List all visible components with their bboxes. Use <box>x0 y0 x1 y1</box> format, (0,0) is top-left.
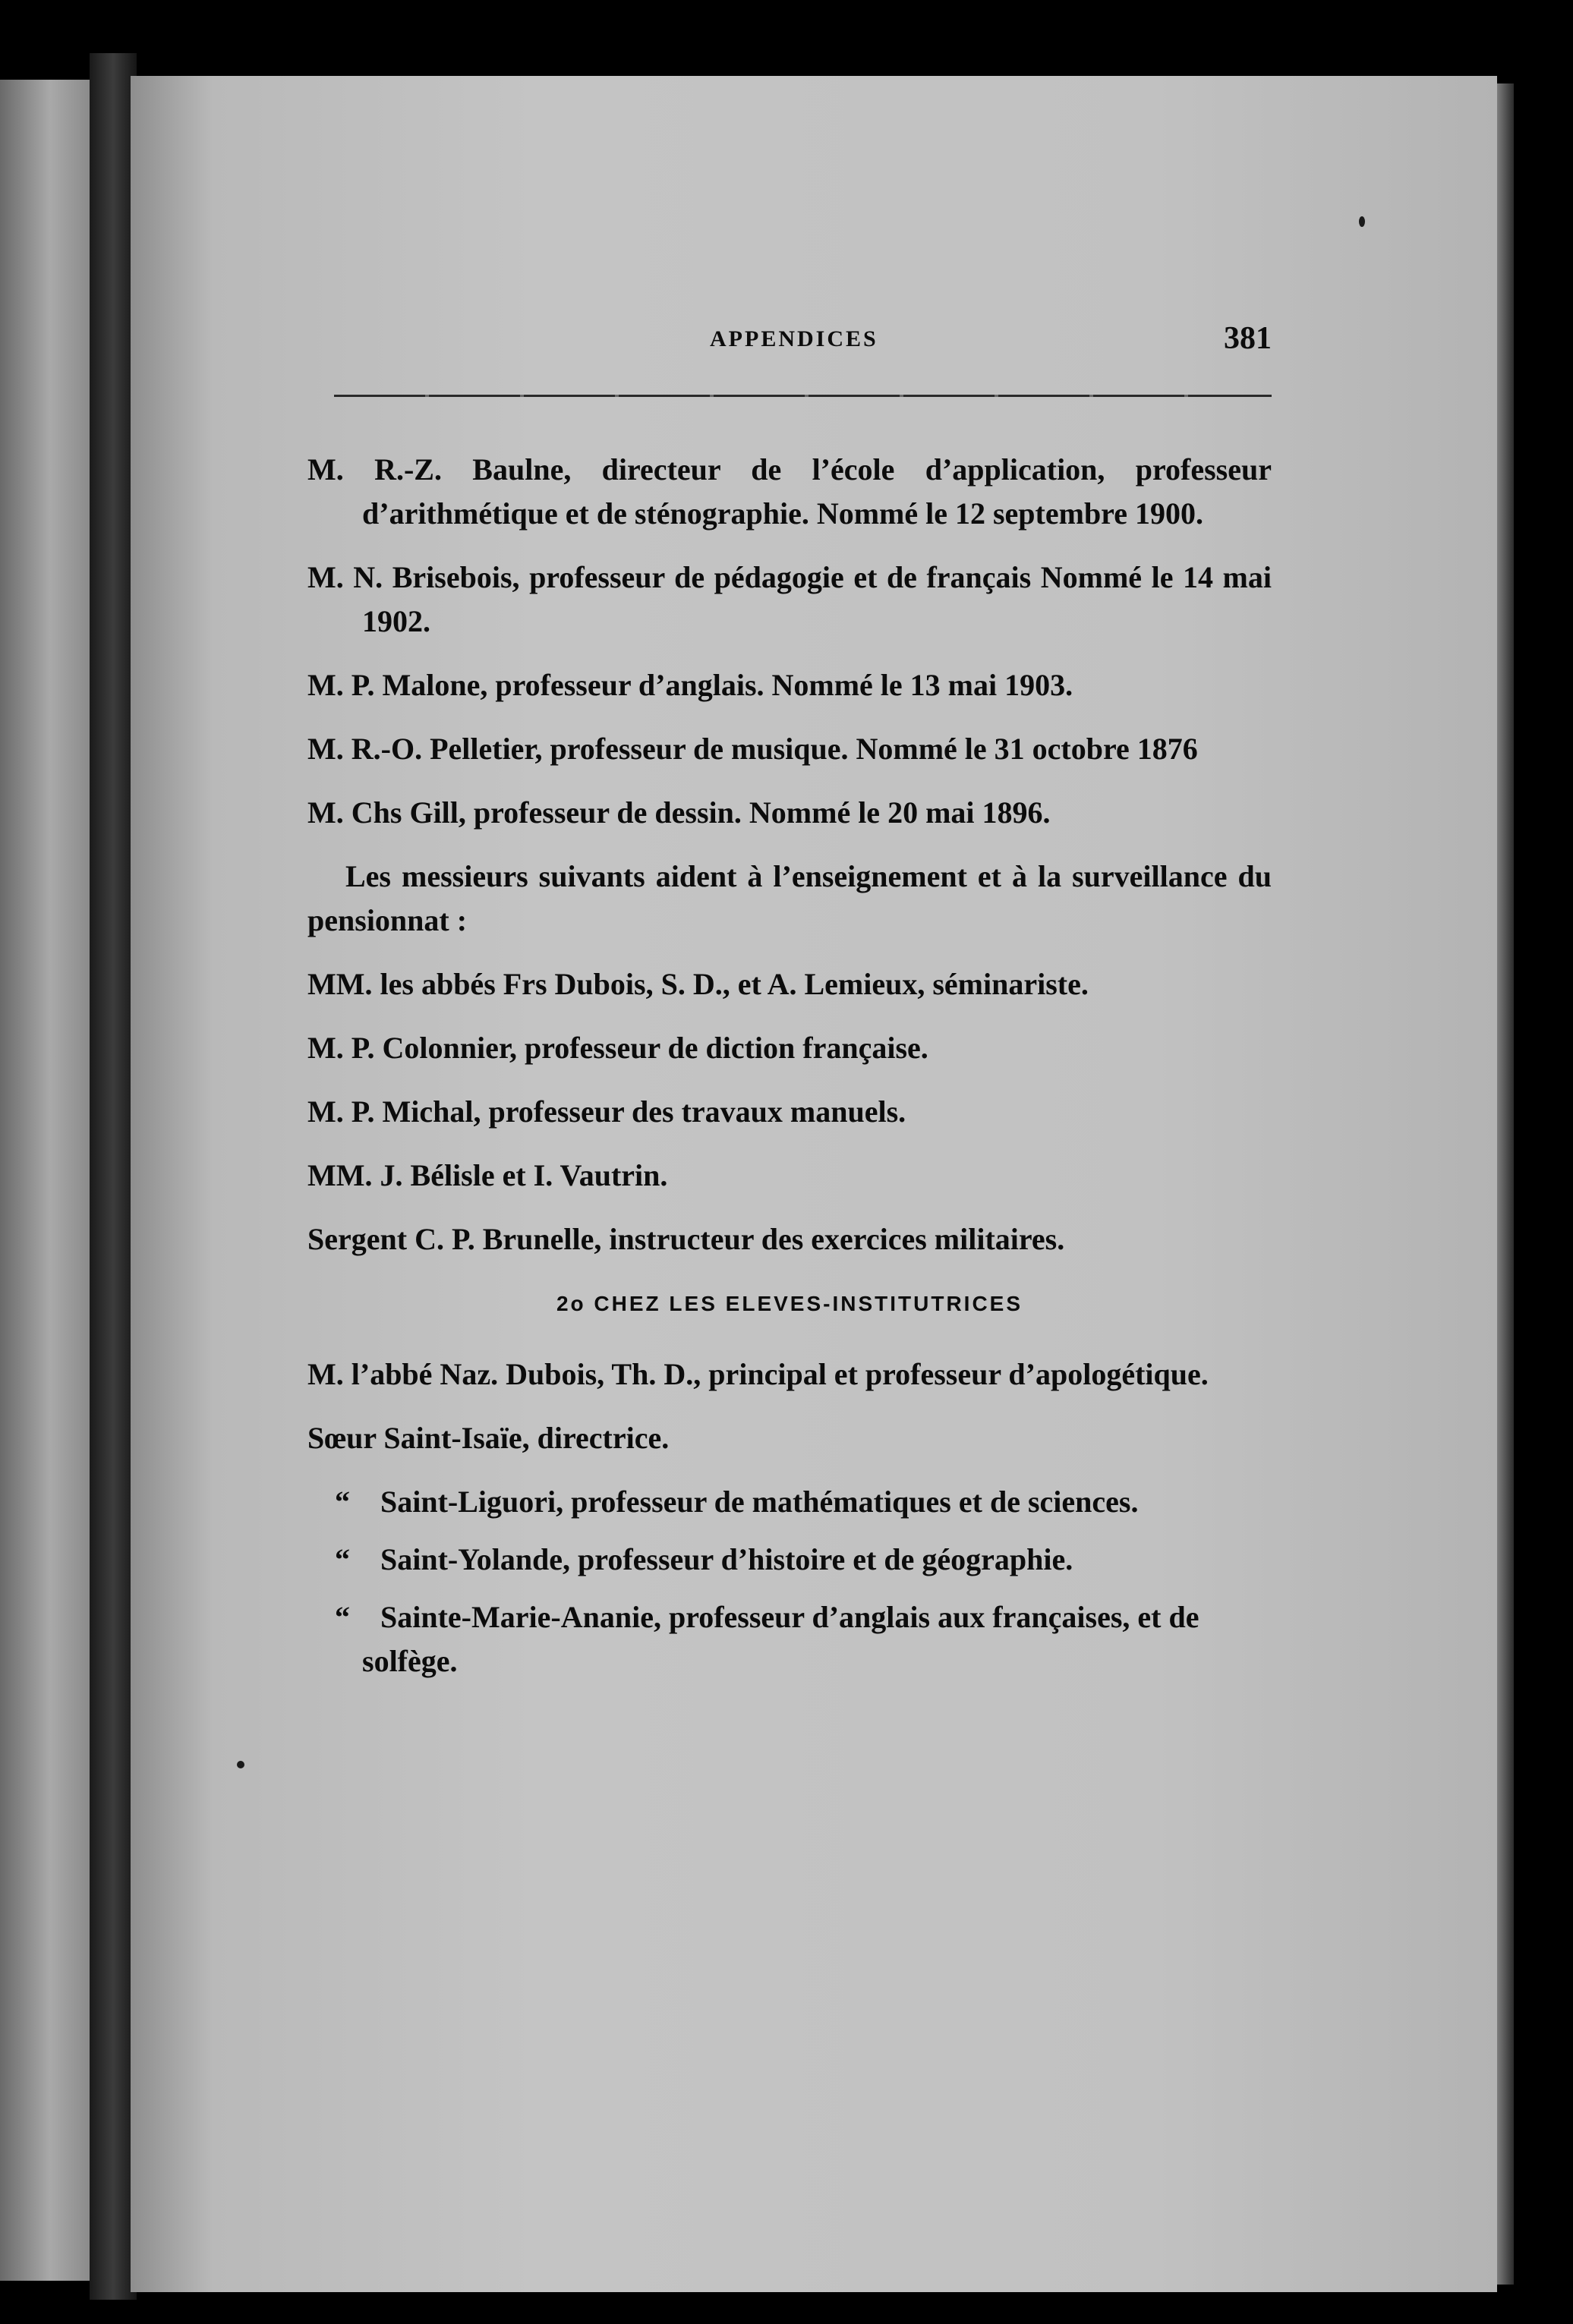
speck <box>237 1761 244 1768</box>
book-spine <box>90 53 137 2300</box>
sister-entry <box>307 1480 1272 1524</box>
page-header <box>307 319 1272 372</box>
speck <box>1359 216 1365 227</box>
ditto-mark: “ <box>335 1600 350 1634</box>
intro-paragraph: Les messieurs suivants aident à l’enseignement et à la surveillance du pensionnat : <box>307 859 1272 937</box>
sister-text: Saint-Yolande, professeur d’histoire et de géographie. <box>380 1542 1073 1576</box>
assistant-entry: MM. les abbés Frs Dubois, S. D., et A. Lemieux, séminariste. <box>307 967 1089 1001</box>
staff-entry: M. R.-Z. Baulne, directeur de l’école d’application, professeur d’arithmétique et de sténographie. Nommé le 12 septembre 1900. <box>307 452 1272 531</box>
facing-page-edge <box>0 80 91 2281</box>
sister-text: Saint-Liguori, professeur de mathématiques et de sciences. <box>380 1485 1139 1519</box>
section-heading: 2o CHEZ LES ELEVES-INSTITUTRICES <box>556 1292 1023 1315</box>
sister-entry <box>307 1538 1272 1582</box>
page-text <box>307 319 1272 1678</box>
ditto-mark: “ <box>335 1542 350 1576</box>
assistant-entry: M. P. Colonnier, professeur de diction française. <box>307 1031 928 1065</box>
sister-entry <box>307 1595 1272 1683</box>
assistant-entry: Sergent C. P. Brunelle, instructeur des exercices militaires. <box>307 1222 1065 1256</box>
assistant-entry: M. P. Michal, professeur des travaux manuels. <box>307 1094 906 1129</box>
staff-entry: M. R.-O. Pelletier, professeur de musique. Nommé le 31 octobre 1876 <box>307 732 1198 766</box>
assistant-entry: MM. J. Bélisle et I. Vautrin. <box>307 1158 668 1192</box>
staff-entry: M. Chs Gill, professeur de dessin. Nommé le 20 mai 1896. <box>307 795 1051 830</box>
content <box>307 448 1272 1697</box>
header-rule <box>334 395 1272 397</box>
running-title: APPENDICES <box>710 326 878 351</box>
staff-entry: Sœur Saint-Isaïe, directrice. <box>307 1421 670 1455</box>
staff-entry: M. l’abbé Naz. Dubois, Th. D., principal et professeur d’apologétique. <box>307 1357 1209 1391</box>
staff-entry: M. N. Brisebois, professeur de pédagogie et de français Nommé le 14 mai 1902. <box>307 560 1272 638</box>
ditto-mark: “ <box>335 1485 350 1519</box>
sister-text: Sainte-Marie-Ananie, professeur d’anglais aux françaises, et de solfège. <box>362 1600 1199 1678</box>
staff-entry: M. P. Malone, professeur d’anglais. Nommé le 13 mai 1903. <box>307 668 1073 702</box>
page-number: 381 <box>1224 321 1272 356</box>
page-edge-shadow <box>1497 83 1514 2285</box>
